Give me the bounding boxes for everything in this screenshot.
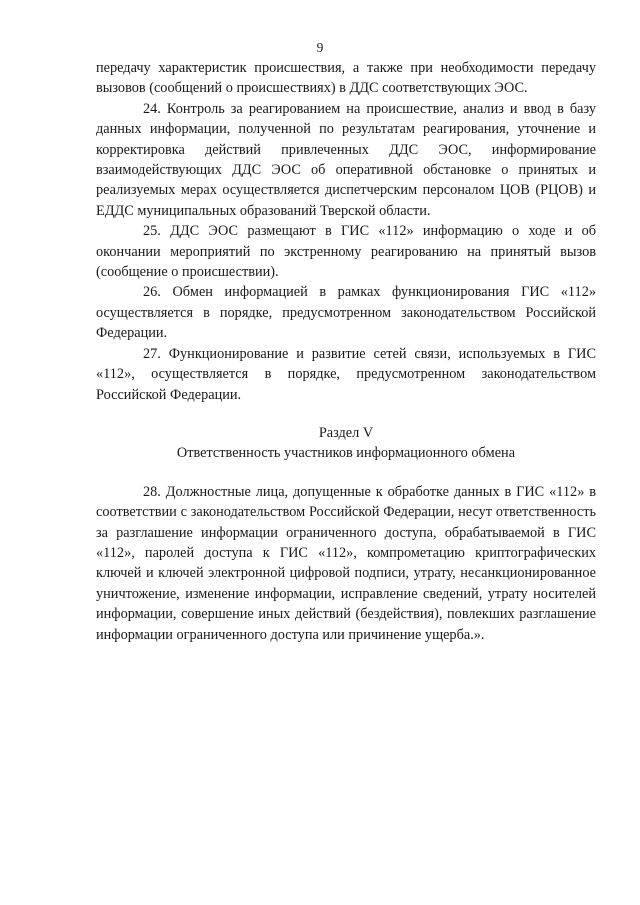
paragraph-26: 26. Обмен информацией в рамках функционирования ГИС «112» осуществляется в порядке, предусмотренном законодательством Российской Федерации. — [96, 284, 596, 342]
paragraph-continuation: передачу характеристик происшествия, а также при необходимости передачу вызовов (сообщений о происшествиях) в ДДС соответствующих ЭОС. — [96, 60, 596, 97]
document-body — [96, 58, 596, 645]
page-number: 9 — [316, 40, 324, 55]
paragraph-25: 25. ДДС ЭОС размещают в ГИС «112» информацию о ходе и об окончании мероприятий по экстренному реагированию на принятый вызов (сообщение о происшествии). — [96, 223, 596, 281]
paragraph-24: 24. Контроль за реагированием на происшествие, анализ и ввод в базу данных информации, полученной по результатам реагирования, уточнение и корректировка действий привлеченных ДДС ЭОС, информирование взаимодействующих ДДС ЭОС об оперативной обстановке о принятых и реализуемых мерах осуществляется диспетчерским персоналом ЦОВ (РЦОВ) и ЕДДС муниципальных образований Тверской области. — [96, 100, 596, 219]
section-heading: Раздел V — [318, 424, 374, 441]
paragraph-28: 28. Должностные лица, допущенные к обработке данных в ГИС «112» в соответствии с законодательством Российской Федерации, несут ответственность за разглашение информации ограниченного доступа, обрабатываемой в ГИС «112», паролей доступа к ГИС «112», компрометацию криптографических ключей и ключей электронной цифровой подписи, утрату, несанкционированное уничтожение, изменение информации, исправление сведений, утрату носителей информации, совершение иных действий (бездействия), повлекших разглашение информации ограниченного доступа или причинение ущерба.». — [96, 483, 596, 643]
paragraph-27: 27. Функционирование и развитие сетей связи, используемых в ГИС «112», осуществляется в порядке, предусмотренном законодательством Российской Федерации. — [96, 345, 596, 403]
section-title: Ответственность участников информационного обмена — [176, 445, 516, 462]
